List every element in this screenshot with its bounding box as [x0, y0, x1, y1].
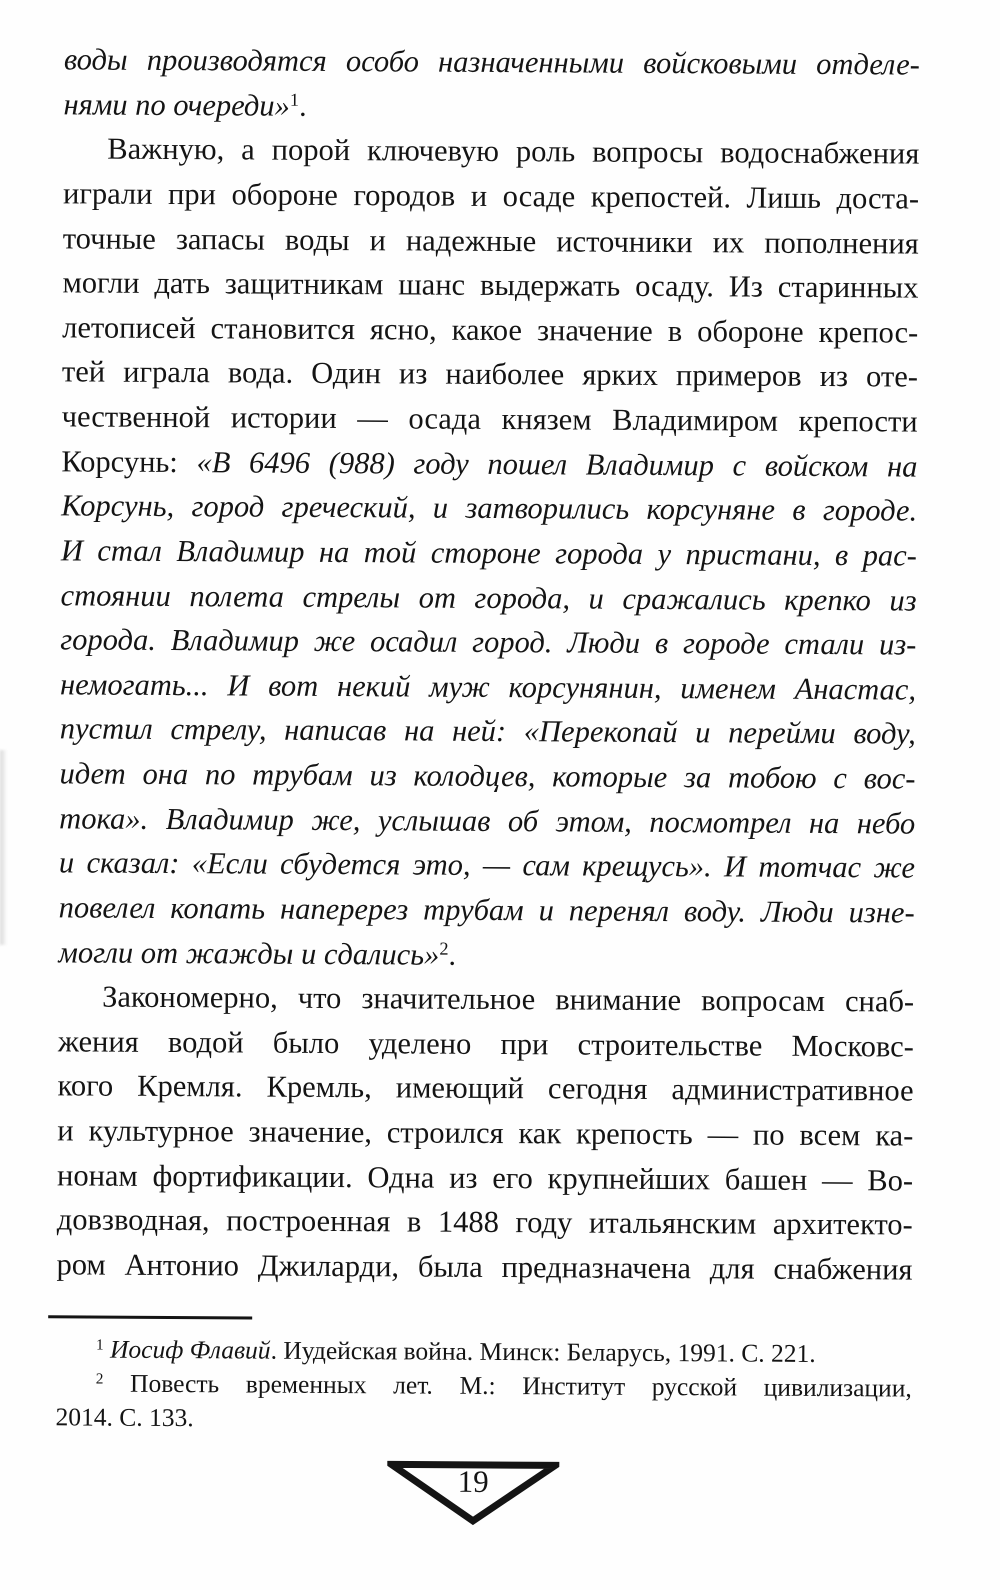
text-segment: ром Антонио Джиларди, была предназначена для снабжения — [56, 1247, 913, 1287]
footnote-marker: 2 — [95, 1370, 104, 1388]
text-line — [56, 1332, 912, 1371]
text-segment: Корсунь: — [61, 443, 197, 479]
text-line — [59, 841, 915, 891]
text-segment: и сказал: «Если сбудется это, — сам крещусь». И тотчас же — [58, 845, 916, 885]
text-segment: точные запасы воды и надежные источники их пополнения — [62, 220, 919, 261]
text-segment: играли при обороне городов и осаде крепостей. Лишь доста- — [62, 176, 920, 216]
footnote-marker: 1 — [289, 90, 300, 111]
text-line — [57, 1064, 913, 1114]
text-line — [60, 617, 916, 667]
text-line — [56, 1242, 912, 1292]
text-segment: . Иудейская война. Минск: Беларусь, 1991. С. 221. — [270, 1335, 816, 1368]
text-segment: Повесть временных лет. М.: Институт русской цивилизации, — [103, 1368, 912, 1403]
text-line — [63, 171, 919, 221]
text-line — [62, 260, 918, 310]
page-number-ornament — [387, 1459, 559, 1526]
text-line — [60, 707, 916, 757]
text-segment: довзводная, построенная в 1488 году итальянским архитекто- — [56, 1202, 913, 1242]
footnote-marker: 1 — [95, 1336, 104, 1354]
text-line — [62, 350, 918, 400]
text-segment: Иосиф Флавий — [109, 1334, 271, 1365]
text-segment: . — [448, 937, 457, 972]
text-segment: жения водой было уделено при строительстве Московс- — [57, 1024, 914, 1064]
text-segment: тей играла вода. Один из наиболее ярких примеров из оте- — [61, 354, 919, 394]
text-segment: воды производятся особо назначенными войсковыми отделе- — [63, 42, 920, 82]
text-line — [56, 1366, 912, 1405]
text-segment: нонам фортификации. Одна из его крупнейших башен — Во- — [56, 1157, 914, 1198]
body-text-block — [56, 37, 920, 1292]
text-line — [58, 930, 914, 980]
text-line — [57, 1198, 913, 1248]
text-segment: города. Владимир же осадил город. Люди в городе стали из- — [60, 622, 917, 662]
footnotes — [55, 1332, 912, 1439]
text-line — [62, 394, 918, 444]
text-line — [61, 528, 917, 578]
text-segment: Корсунь, город греческий, и затворились корсуняне в городе. — [61, 488, 918, 528]
text-segment: могли дать защитникам шанс выдержать осаду. Из старинных — [62, 265, 919, 305]
text-line — [63, 216, 919, 266]
text-line — [61, 484, 917, 534]
text-segment: могли от жажды и сдались» — [58, 934, 440, 972]
text-segment: стоянии полета стрелы от города, и сражались крепко из — [60, 577, 917, 618]
text-line — [55, 1400, 911, 1439]
text-segment: чественной истории — осада князем Владимиром крепости — [61, 399, 918, 439]
text-segment: пустил стрелу, написав на ней: «Перекопай и перейми воду, — [59, 711, 916, 751]
text-segment: немогать... И вот некий муж корсунянин, именем Анастас, — [59, 667, 917, 707]
text-line — [58, 974, 914, 1024]
text-segment: идет она по трубам из колодцев, которые за тобою с вос- — [59, 756, 916, 796]
text-segment: 2014. С. 133. — [55, 1402, 194, 1433]
text-line — [59, 751, 915, 801]
text-line — [64, 37, 920, 87]
text-line — [61, 439, 917, 489]
text-segment: кого Кремля. Кремль, имеющий сегодня административное — [57, 1068, 914, 1108]
text-line — [59, 796, 915, 846]
footnote-block — [55, 1315, 912, 1439]
text-segment: И стал Владимир на той стороне города у пристани, в рас- — [60, 533, 917, 573]
footnote-marker: 2 — [439, 939, 449, 960]
text-segment: Важную, а порой ключевую роль вопросы водоснабжения — [107, 131, 920, 171]
text-segment: . — [298, 88, 307, 123]
text-segment: нями по очереди» — [63, 86, 290, 123]
text-line — [60, 573, 916, 623]
text-segment: повелел копать наперерез трубам и перенял воду. Люди изне- — [58, 890, 915, 930]
text-line — [63, 82, 919, 132]
text-line — [57, 1153, 913, 1203]
footnote-divider — [48, 1315, 252, 1319]
text-segment: «В 6496 (988) году пошел Владимир с войском на — [196, 444, 918, 484]
text-line — [57, 1108, 913, 1158]
text-segment: и культурное значение, строился как крепость — по всем ка- — [57, 1113, 914, 1153]
text-line — [59, 885, 915, 935]
page-number: 19 — [457, 1463, 489, 1499]
text-segment: тока». Владимир же, услышав об этом, посмотрел на небо — [59, 800, 916, 841]
text-line — [62, 305, 918, 355]
text-line — [58, 1019, 914, 1069]
text-segment: летописей становится ясно, какое значение в обороне крепос- — [62, 310, 919, 350]
text-line — [60, 662, 916, 712]
text-line — [63, 127, 919, 177]
text-segment: Закономерно, что значительное внимание вопросам снаб- — [102, 979, 915, 1019]
